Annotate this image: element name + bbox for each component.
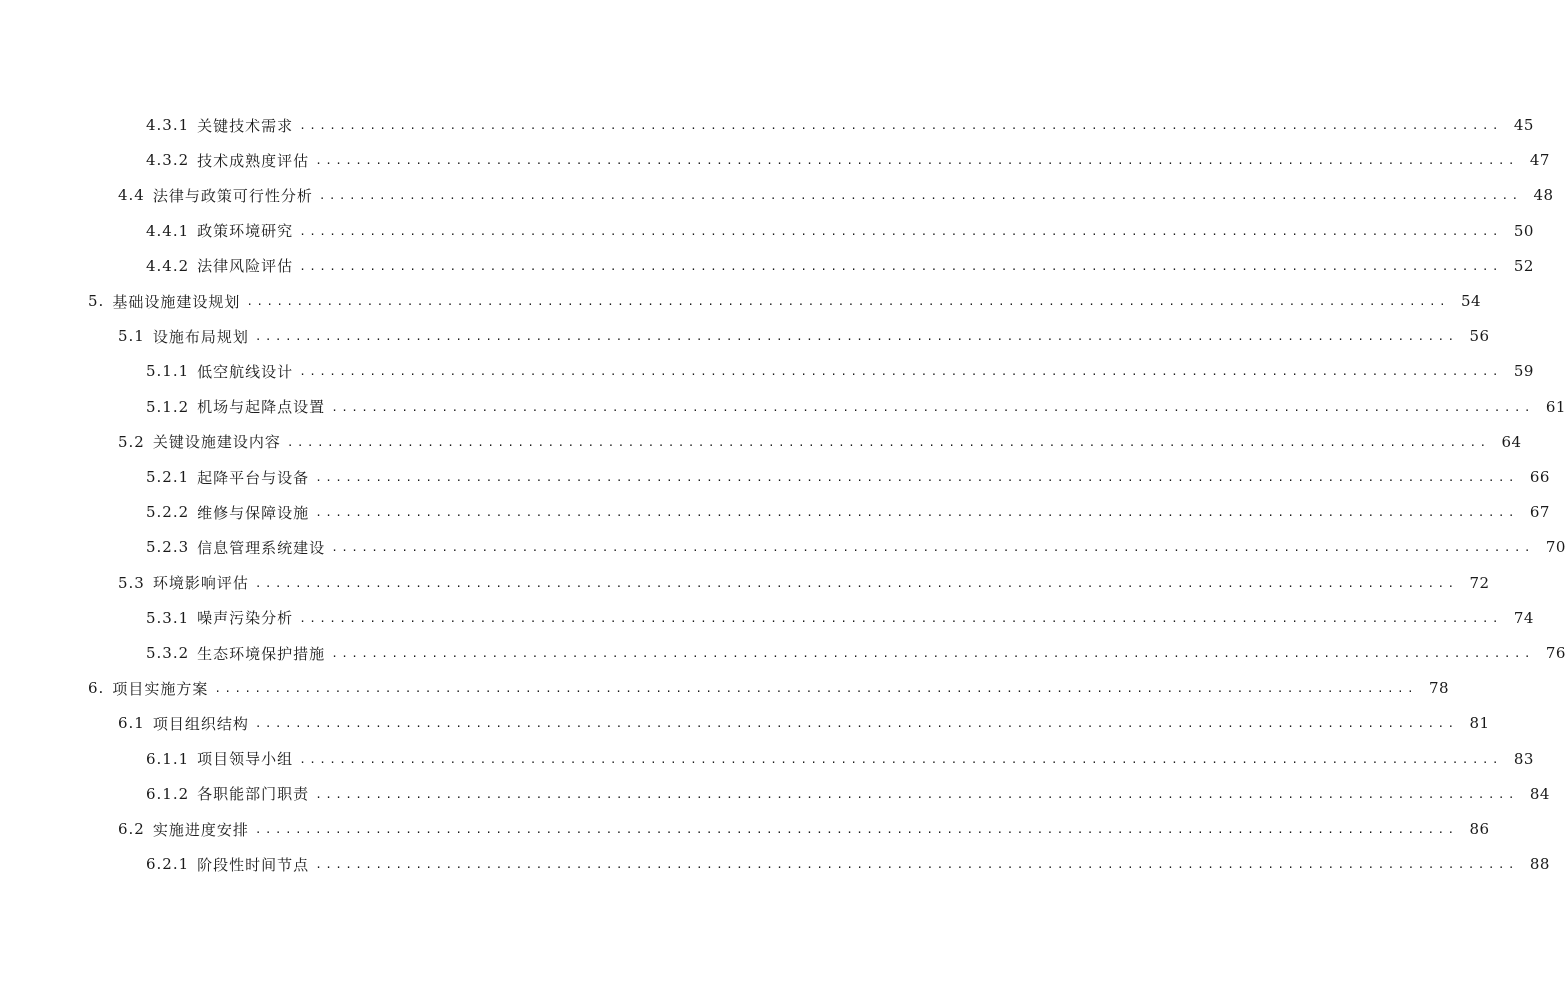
toc-entry-number: 4.3.1 bbox=[146, 116, 190, 134]
toc-entry[interactable] bbox=[88, 288, 1482, 314]
toc-entry[interactable] bbox=[146, 499, 1550, 525]
toc-entry-number: 5.3 bbox=[118, 573, 145, 592]
toc-entry-title: 关键设施建设内容 bbox=[152, 433, 281, 452]
toc-entry-page: 45 bbox=[1513, 116, 1534, 134]
toc-entry[interactable] bbox=[118, 323, 1490, 349]
toc-entry-page: 70 bbox=[1545, 538, 1566, 557]
toc-entry-title: 各职能部门职责 bbox=[197, 785, 310, 804]
toc-entry-title: 起降平台与设备 bbox=[197, 468, 310, 487]
toc-entry-page: 78 bbox=[1428, 679, 1450, 698]
toc-entry[interactable] bbox=[88, 675, 1450, 701]
toc-dot-leader: ........................................................................................................................ bbox=[315, 858, 1518, 872]
toc-entry[interactable] bbox=[146, 640, 1566, 666]
toc-dot-leader: ........................................................................................................................ bbox=[299, 365, 1502, 379]
toc-entry-title: 政策环境研究 bbox=[197, 222, 294, 241]
toc-entry-page: 86 bbox=[1469, 820, 1490, 838]
toc-entry-number: 5.3.2 bbox=[146, 644, 190, 662]
toc-dot-leader: ........................................................................................................................ bbox=[254, 717, 1458, 731]
toc-dot-leader: ........................................................................................................................ bbox=[315, 154, 1518, 168]
toc-entry-page: 59 bbox=[1513, 362, 1534, 381]
toc-entry[interactable] bbox=[146, 253, 1534, 279]
toc-entry-number: 6. bbox=[88, 679, 105, 698]
toc-entry-title: 法律风险评估 bbox=[197, 257, 294, 276]
toc-entry[interactable] bbox=[146, 394, 1566, 420]
toc-entry[interactable] bbox=[146, 218, 1534, 244]
toc-entry-title: 阶段性时间节点 bbox=[197, 855, 310, 874]
toc-entry-number: 5.2.1 bbox=[146, 468, 190, 486]
toc-entry[interactable] bbox=[118, 182, 1554, 208]
toc-entry-page: 56 bbox=[1469, 327, 1490, 346]
toc-entry[interactable] bbox=[146, 464, 1550, 490]
toc-entry-number: 5.1 bbox=[118, 327, 145, 346]
toc-entry-page: 64 bbox=[1501, 432, 1522, 451]
toc-entry-number: 5. bbox=[88, 292, 105, 310]
toc-entry-number: 5.3.1 bbox=[146, 608, 190, 627]
toc-entry-number: 5.2.3 bbox=[146, 538, 190, 557]
toc-entry-page: 67 bbox=[1529, 503, 1550, 522]
toc-entry-title: 实施进度安排 bbox=[152, 820, 249, 839]
toc-entry-number: 4.4.2 bbox=[146, 256, 190, 275]
toc-entry-title: 基础设施建设规划 bbox=[112, 292, 241, 311]
toc-entry-page: 61 bbox=[1545, 397, 1566, 416]
toc-dot-leader: ........................................................................................................................ bbox=[286, 435, 1490, 449]
toc-entry-page: 50 bbox=[1513, 221, 1534, 240]
toc-dot-leader: ........................................................................................................................ bbox=[315, 787, 1518, 801]
toc-entry-number: 6.2 bbox=[118, 820, 145, 838]
toc-entry-title: 技术成熟度评估 bbox=[197, 151, 310, 170]
toc-entry-title: 项目实施方案 bbox=[112, 679, 209, 698]
toc-entry-title: 信息管理系统建设 bbox=[197, 538, 326, 557]
toc-dot-leader: ........................................................................................................................ bbox=[331, 400, 1534, 414]
toc-entry[interactable] bbox=[146, 781, 1550, 807]
toc-entry-title: 项目组织结构 bbox=[152, 714, 249, 733]
toc-entry-page: 76 bbox=[1545, 644, 1566, 662]
toc-entry[interactable] bbox=[118, 429, 1522, 455]
toc-entry-number: 5.2 bbox=[118, 432, 145, 451]
toc-entry-number: 5.1.2 bbox=[146, 397, 190, 416]
toc-dot-leader: ........................................................................................................................ bbox=[315, 506, 1518, 520]
toc-entry-title: 项目领导小组 bbox=[197, 750, 294, 769]
toc-dot-leader: ........................................................................................................................ bbox=[299, 752, 1502, 766]
toc-entry[interactable] bbox=[146, 851, 1550, 877]
toc-dot-leader: ........................................................................................................................ bbox=[299, 119, 1502, 132]
toc-entry-page: 83 bbox=[1513, 749, 1534, 768]
toc-entry-page: 52 bbox=[1513, 256, 1534, 275]
toc-entry-number: 6.2.1 bbox=[146, 855, 190, 874]
toc-entry[interactable] bbox=[146, 112, 1534, 138]
toc-entry[interactable] bbox=[146, 358, 1534, 384]
toc-entry[interactable] bbox=[118, 816, 1490, 842]
toc-entry-number: 5.2.2 bbox=[146, 503, 190, 522]
toc-entry-title: 环境影响评估 bbox=[152, 574, 249, 593]
toc-entry-page: 81 bbox=[1469, 714, 1490, 733]
toc-dot-leader: ........................................................................................................................ bbox=[214, 682, 1418, 696]
toc-dot-leader: ........................................................................................................................ bbox=[246, 295, 1450, 308]
toc-entry[interactable] bbox=[146, 534, 1566, 560]
toc-dot-leader: ........................................................................................................................ bbox=[331, 647, 1534, 660]
toc-entry-number: 6.1 bbox=[118, 714, 145, 733]
toc-dot-leader: ........................................................................................................................ bbox=[299, 259, 1502, 273]
toc-entry-number: 4.3.2 bbox=[146, 151, 190, 170]
toc-entry-title: 法律与政策可行性分析 bbox=[152, 186, 313, 205]
toc-entry-number: 6.1.1 bbox=[146, 749, 190, 768]
toc-entry-page: 48 bbox=[1533, 186, 1554, 205]
toc-entry-title: 维修与保障设施 bbox=[197, 503, 310, 522]
toc-entry-number: 6.1.2 bbox=[146, 784, 190, 803]
toc-entry-number: 5.1.1 bbox=[146, 362, 190, 381]
toc-dot-leader: ........................................................................................................................ bbox=[299, 224, 1502, 238]
toc-entry-page: 47 bbox=[1529, 151, 1550, 170]
toc-entry-number: 4.4 bbox=[118, 186, 145, 205]
toc-dot-leader: ........................................................................................................................ bbox=[315, 471, 1518, 484]
toc-entry-page: 74 bbox=[1513, 608, 1534, 627]
toc-entry[interactable] bbox=[118, 570, 1490, 596]
toc-dot-leader: ........................................................................................................................ bbox=[318, 189, 1522, 203]
toc-entry-title: 机场与起降点设置 bbox=[197, 398, 326, 417]
toc-dot-leader: ........................................................................................................................ bbox=[254, 576, 1458, 590]
toc-entry-page: 72 bbox=[1469, 573, 1490, 592]
toc-dot-leader: ........................................................................................................................ bbox=[254, 823, 1458, 836]
toc-entry-page: 84 bbox=[1529, 784, 1550, 803]
toc-entry-page: 66 bbox=[1529, 468, 1550, 486]
toc-dot-leader: ........................................................................................................................ bbox=[299, 611, 1502, 625]
toc-dot-leader: ........................................................................................................................ bbox=[254, 330, 1458, 344]
toc-entry-title: 关键技术需求 bbox=[197, 116, 294, 135]
toc-entry[interactable] bbox=[146, 746, 1534, 772]
toc-entry-title: 生态环境保护措施 bbox=[197, 644, 326, 663]
toc-entry[interactable] bbox=[146, 147, 1550, 173]
toc-entry-page: 54 bbox=[1460, 292, 1482, 310]
toc-entry[interactable] bbox=[118, 710, 1490, 736]
toc-entry-title: 设施布局规划 bbox=[152, 327, 249, 346]
toc-entry-title: 噪声污染分析 bbox=[197, 609, 294, 628]
toc-entry[interactable] bbox=[146, 605, 1534, 631]
toc-dot-leader: ........................................................................................................................ bbox=[331, 541, 1534, 555]
toc-entry-number: 4.4.1 bbox=[146, 221, 190, 240]
toc-entry-title: 低空航线设计 bbox=[197, 362, 294, 381]
toc-entry-page: 88 bbox=[1529, 855, 1550, 874]
